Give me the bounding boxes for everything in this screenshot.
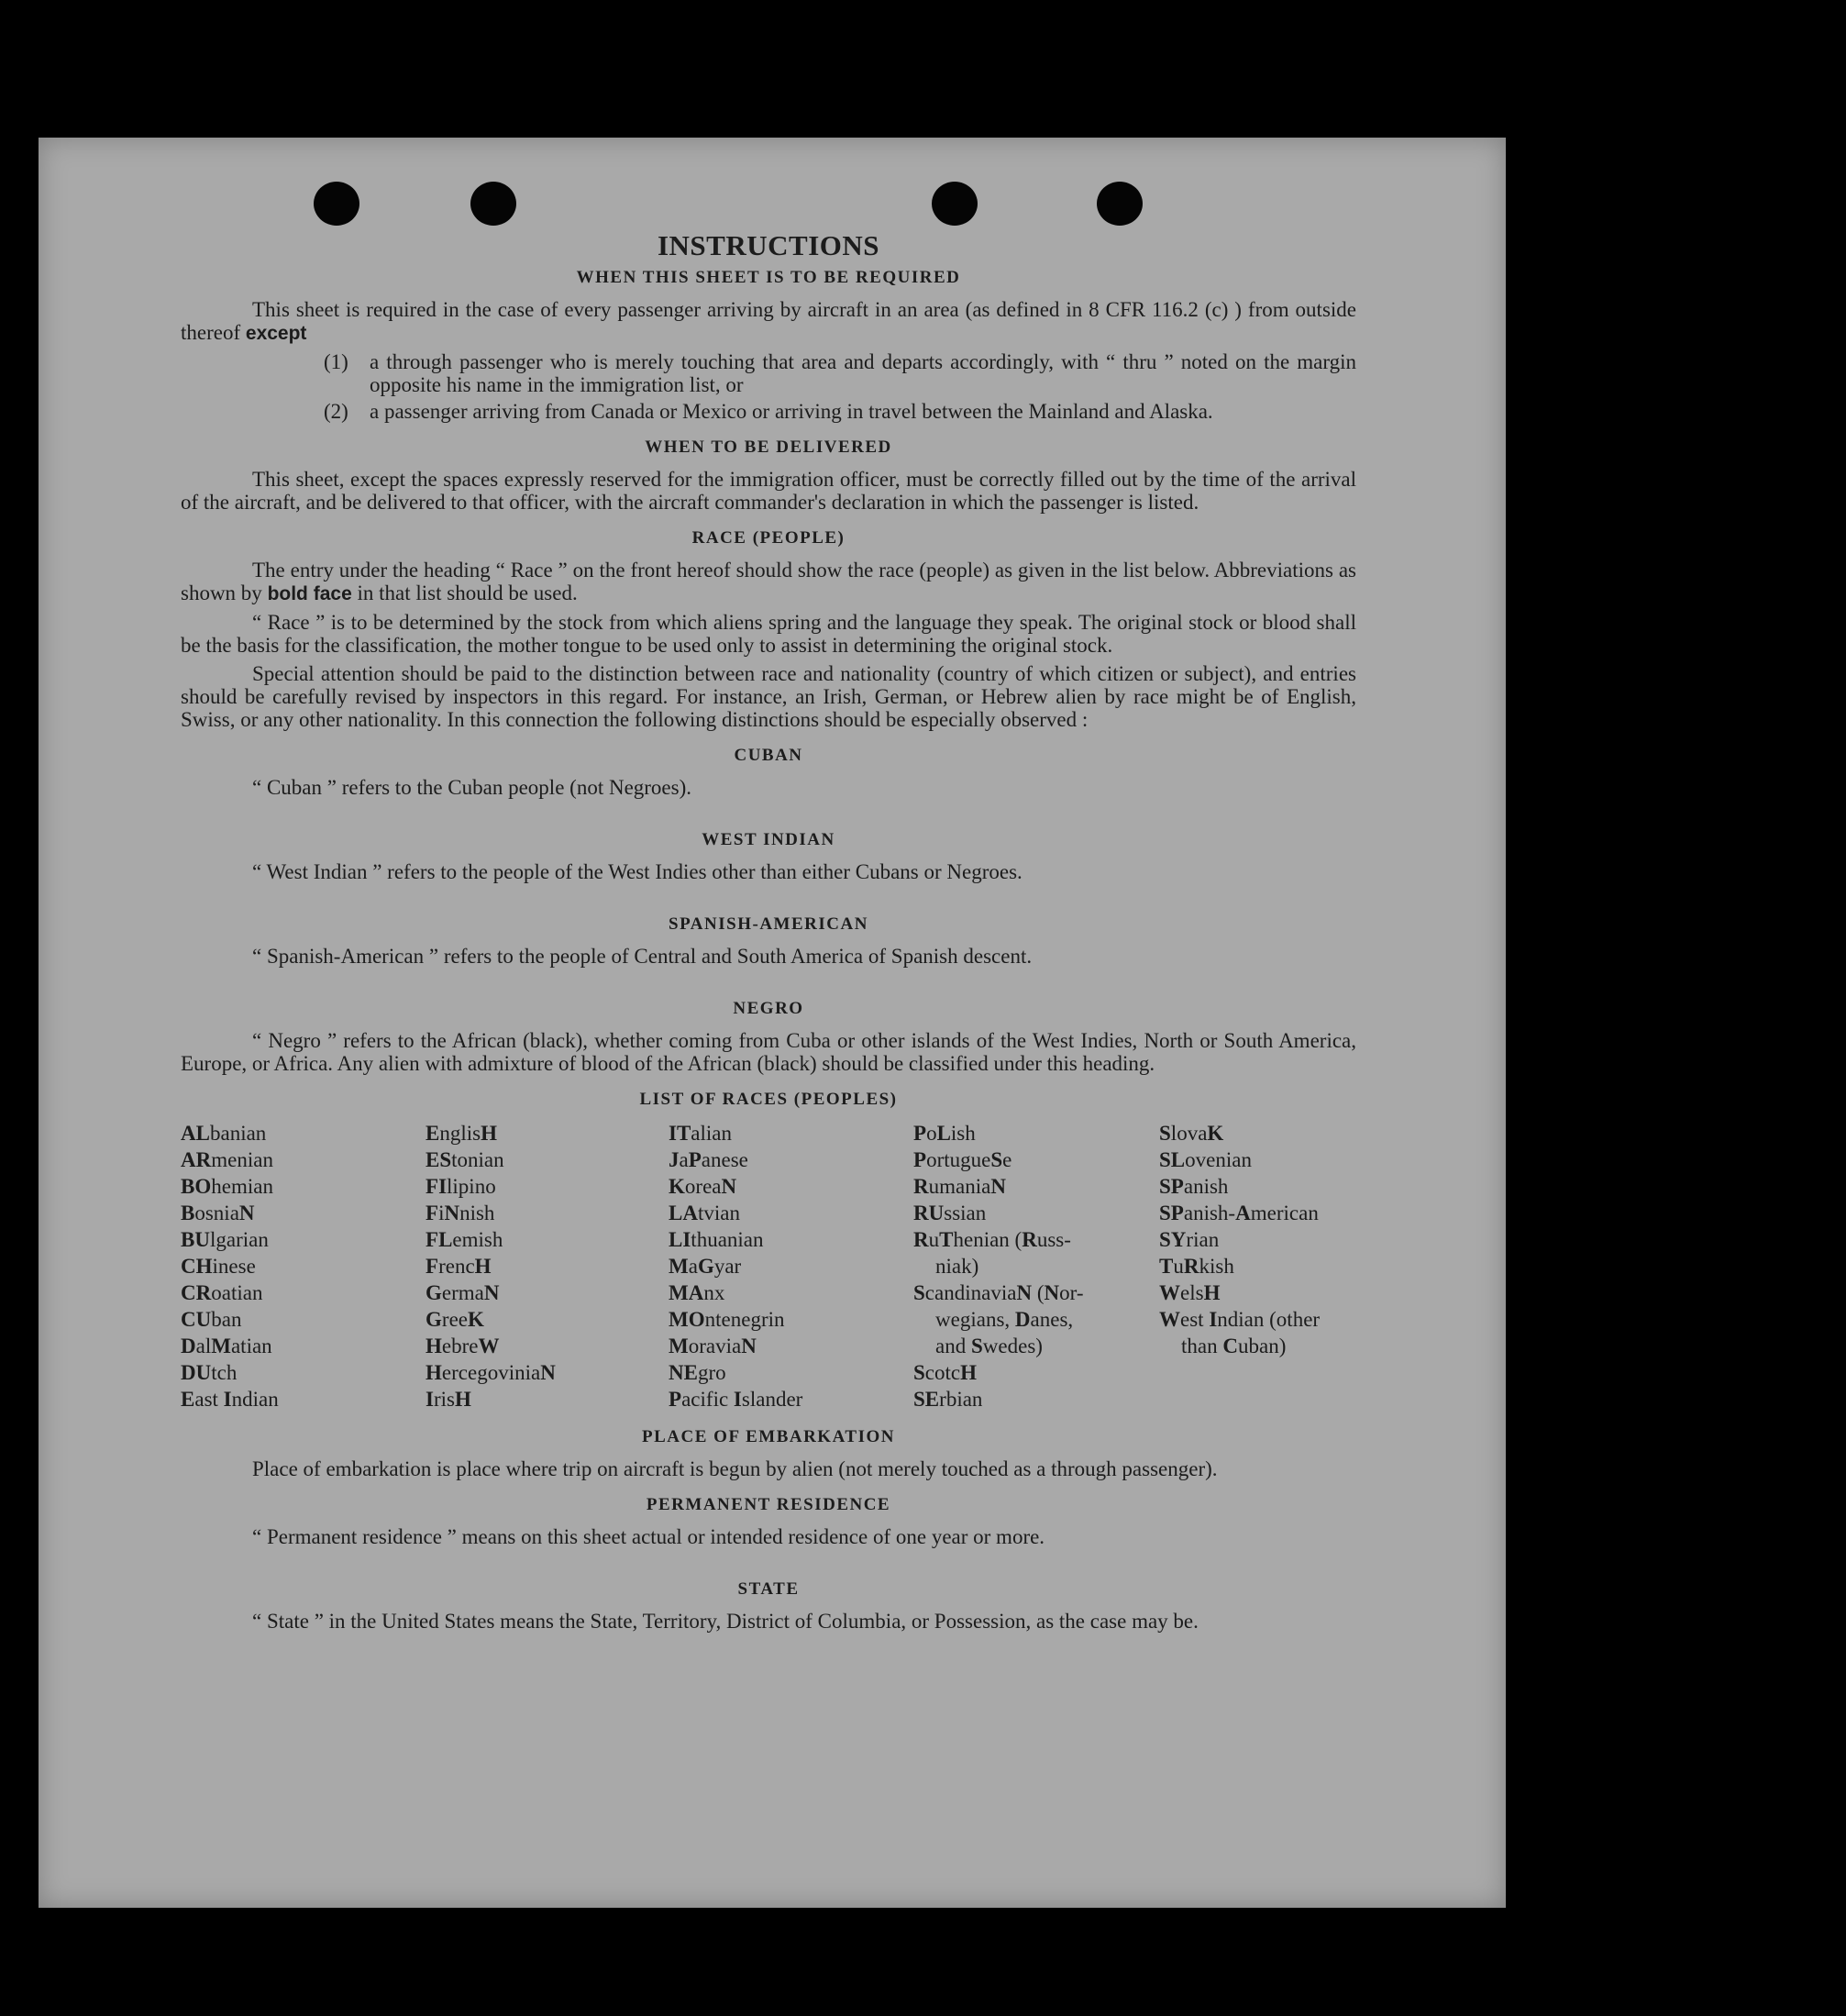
race-item: CUban bbox=[181, 1308, 242, 1331]
heading-list-of-races: LIST OF RACES (PEOPLES) bbox=[639, 1090, 898, 1109]
heading-cuban: CUBAN bbox=[734, 746, 803, 765]
heading-when-delivered: WHEN TO BE DELIVERED bbox=[645, 438, 892, 457]
paragraph-when-delivered: This sheet, except the spaces expressly reserved for the immigration officer, must be correctly filled out by the time of the arrival of the aircraft, and be delivered to that officer, with the aircraft commander's declaration in which the passenger is listed. bbox=[181, 468, 1356, 514]
race-item: and Swedes) bbox=[935, 1335, 1043, 1357]
paragraph-permanent-residence: “ Permanent residence ” means on this sheet actual or intended residence of one year or more. bbox=[252, 1525, 1045, 1548]
race-item: KoreaN bbox=[669, 1175, 737, 1198]
race-item: FIlipino bbox=[426, 1175, 496, 1198]
paragraph-embarkation: Place of embarkation is place where trip on aircraft is begun by alien (not merely touched as a through passenger). bbox=[252, 1457, 1218, 1480]
exception-text: a through passenger who is merely touching that area and departs accordingly, with “ thru ” noted on the margin opposite his name in the immigration list, or bbox=[370, 350, 1356, 396]
race-item: BosniaN bbox=[181, 1202, 255, 1224]
race-item: FLemish bbox=[426, 1228, 503, 1251]
race-item: West Indian (other bbox=[1159, 1308, 1321, 1331]
heading-race: RACE (PEOPLE) bbox=[691, 528, 846, 548]
paragraph-west-indian: “ West Indian ” refers to the people of the West Indies other than either Cubans or Negroes. bbox=[252, 860, 1022, 883]
race-item: SPanish-American bbox=[1159, 1202, 1319, 1224]
race-item: GreeK bbox=[426, 1308, 484, 1331]
race-item: ITalian bbox=[669, 1122, 733, 1145]
paragraph-when-required bbox=[181, 298, 1356, 345]
punch-hole bbox=[1097, 182, 1143, 226]
race-item: MAnx bbox=[669, 1281, 725, 1304]
race-item: SLovenian bbox=[1159, 1148, 1252, 1171]
heading-embarkation: PLACE OF EMBARKATION bbox=[642, 1427, 895, 1446]
race-item: MOntenegrin bbox=[669, 1308, 785, 1331]
exception-number: (2) bbox=[324, 400, 348, 423]
race-item: FiNnish bbox=[426, 1202, 495, 1224]
paragraph-race-2: “ Race ” is to be determined by the stock from which aliens spring and the language they speak. The original stock or blood shall be the basis for the classification, the mother tongue to be used only to assist in determining the original stock. bbox=[181, 611, 1356, 657]
race-column bbox=[181, 1120, 426, 1412]
race-column bbox=[426, 1120, 669, 1412]
punch-hole bbox=[314, 182, 359, 226]
heading-state: STATE bbox=[737, 1579, 800, 1599]
heading-west-indian: WEST INDIAN bbox=[702, 830, 835, 849]
punch-hole bbox=[932, 182, 978, 226]
paragraph-spanish-american: “ Spanish-American ” refers to the people of Central and South America of Spanish descent. bbox=[252, 945, 1033, 968]
race-column bbox=[913, 1120, 1159, 1412]
paragraph-state: “ State ” in the United States means the State, Territory, District of Columbia, or Possession, as the case may be. bbox=[252, 1610, 1199, 1633]
exception-item bbox=[324, 350, 1356, 396]
heading-when-required: WHEN THIS SHEET IS TO BE REQUIRED bbox=[576, 268, 961, 287]
race-item: RuThenian (Russ- bbox=[913, 1228, 1071, 1251]
except-word: except bbox=[245, 323, 307, 344]
race-item: DUtch bbox=[181, 1361, 238, 1384]
race-item: RUssian bbox=[913, 1202, 987, 1224]
race-item: FrencH bbox=[426, 1255, 492, 1278]
race-item: SlovaK bbox=[1159, 1122, 1224, 1145]
race-item: HebreW bbox=[426, 1335, 500, 1357]
race-item: EnglisH bbox=[426, 1122, 497, 1145]
race-item: WelsH bbox=[1159, 1281, 1221, 1304]
race-item: ScotcH bbox=[913, 1361, 978, 1384]
race-item: MaGyar bbox=[669, 1255, 742, 1278]
when-required-intro: This sheet is required in the case of every passenger arriving by aircraft in an area (as defined in 8 CFR 116.2 (c) ) from outside thereof bbox=[181, 298, 1356, 344]
race-item: CRoatian bbox=[181, 1281, 263, 1304]
race-item: niak) bbox=[935, 1255, 979, 1278]
race-item: DalMatian bbox=[181, 1335, 272, 1357]
exception-text: a passenger arriving from Canada or Mexico or arriving in travel between the Mainland and Alaska. bbox=[370, 400, 1213, 423]
race-item: NEgro bbox=[669, 1361, 726, 1384]
race-column bbox=[669, 1120, 913, 1412]
race-item: LIthuanian bbox=[669, 1228, 764, 1251]
races-list bbox=[181, 1120, 1356, 1412]
race-column bbox=[1159, 1120, 1356, 1412]
race-item: ScandinaviaN (Nor- bbox=[913, 1281, 1084, 1304]
race-item: HercegoviniaN bbox=[426, 1361, 556, 1384]
race-item: East Indian bbox=[181, 1388, 279, 1411]
heading-spanish-american: SPANISH-AMERICAN bbox=[669, 914, 868, 934]
race-item: TuRkish bbox=[1159, 1255, 1234, 1278]
race-item: LAtvian bbox=[669, 1202, 740, 1224]
race-item: than Cuban) bbox=[1181, 1335, 1287, 1357]
page-title: INSTRUCTIONS bbox=[657, 229, 879, 261]
race-item: PortugueSe bbox=[913, 1148, 1012, 1171]
race-item: JaPanese bbox=[669, 1148, 748, 1171]
instructions-body bbox=[181, 229, 1356, 1638]
race-item: BUlgarian bbox=[181, 1228, 269, 1251]
paragraph-race-3: Special attention should be paid to the distinction between race and nationality (country of which citizen or subject), and entries should be carefully revised by inspectors in this regard. For instance, an Irish, German, or Hebrew alien by race might be of English, Swiss, or any other nationality. In this connection the following distinctions should be especially observed : bbox=[181, 662, 1356, 731]
race-item: CHinese bbox=[181, 1255, 256, 1278]
race-item: EStonian bbox=[426, 1148, 504, 1171]
paragraph-negro: “ Negro ” refers to the African (black), whether coming from Cuba or other islands of the West Indies, North or South America, Europe, or Africa. Any alien with admixture of blood of the African (black) should be classified under this heading. bbox=[181, 1029, 1356, 1075]
punch-hole bbox=[470, 182, 516, 226]
heading-negro: NEGRO bbox=[733, 999, 804, 1018]
race-item: BOhemian bbox=[181, 1175, 273, 1198]
bold-face-text: bold face bbox=[267, 583, 352, 604]
exception-item bbox=[324, 400, 1356, 423]
race-item: IrisH bbox=[426, 1388, 471, 1411]
race-item: PoLish bbox=[913, 1122, 976, 1145]
race-item: GermaN bbox=[426, 1281, 500, 1304]
race-p1-b: in that list should be used. bbox=[357, 582, 578, 604]
race-item: SPanish bbox=[1159, 1175, 1229, 1198]
document-sheet bbox=[39, 138, 1506, 1908]
paragraph-race-1 bbox=[181, 559, 1356, 605]
race-p1-a: The entry under the heading “ Race ” on the front hereof should show the race (people) as given in the list below. Abbreviations as shown by bbox=[181, 559, 1356, 604]
race-item: ARmenian bbox=[181, 1148, 273, 1171]
race-item: MoraviaN bbox=[669, 1335, 757, 1357]
race-item: wegians, Danes, bbox=[935, 1308, 1074, 1331]
race-item: SYrian bbox=[1159, 1228, 1220, 1251]
exception-number: (1) bbox=[324, 350, 348, 373]
paragraph-cuban: “ Cuban ” refers to the Cuban people (not Negroes). bbox=[252, 776, 692, 799]
heading-permanent-residence: PERMANENT RESIDENCE bbox=[646, 1495, 891, 1514]
race-item: RumaniaN bbox=[913, 1175, 1006, 1198]
race-item: SErbian bbox=[913, 1388, 983, 1411]
race-item: ALbanian bbox=[181, 1122, 267, 1145]
race-item: Pacific Islander bbox=[669, 1388, 803, 1411]
